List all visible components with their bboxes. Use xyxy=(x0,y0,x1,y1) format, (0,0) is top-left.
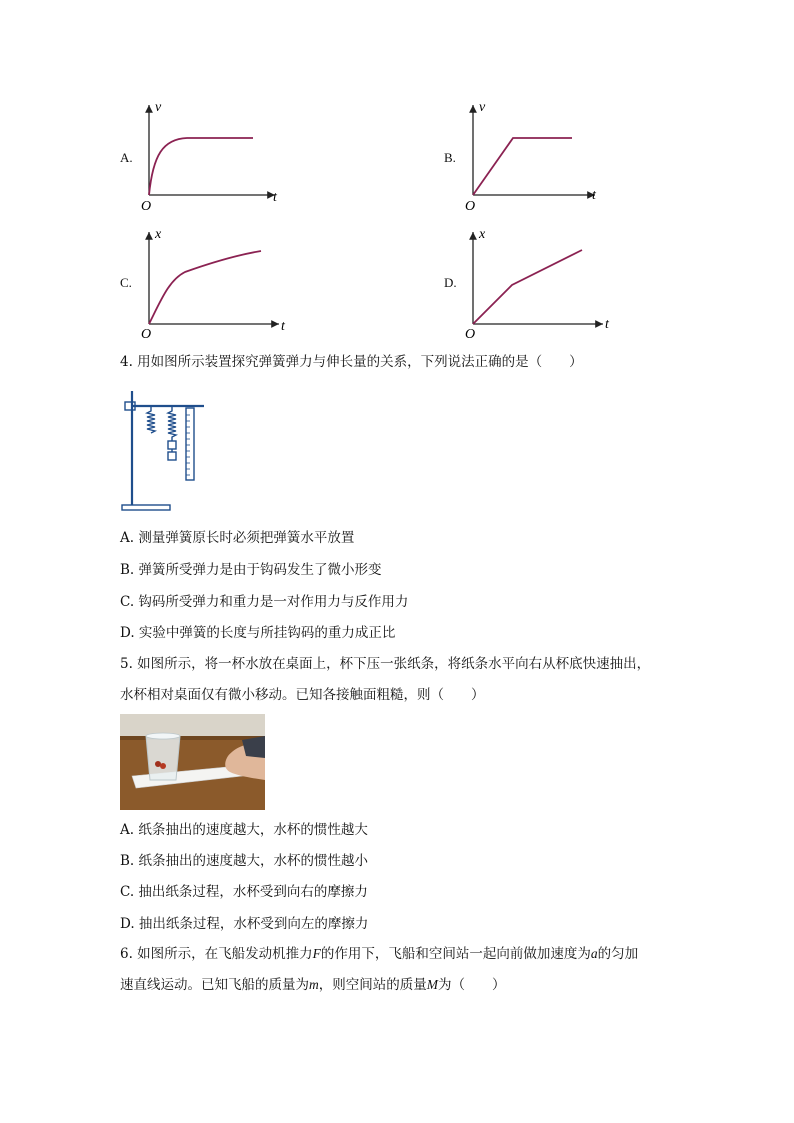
photo-wall xyxy=(120,714,265,736)
photo-glass xyxy=(146,736,180,780)
q6-text-2b: ，则空间站的质量 xyxy=(318,977,427,993)
option-d-letter: D. xyxy=(444,275,457,290)
q6-text-2c: 为（ ） xyxy=(438,977,506,993)
graph-a xyxy=(135,95,295,220)
q4-stem: 4. 用如图所示装置探究弹簧弹力与伸长量的关系，下列说法正确的是（ ） xyxy=(120,354,583,370)
q6-var-m: m xyxy=(309,977,319,992)
q5-option-c: C. 抽出纸条过程，水杯受到向右的摩擦力 xyxy=(120,884,368,900)
q6-text-1b: 的作用下，飞船和空间站一起向前做加速度为 xyxy=(320,946,591,962)
cup-paper-photo xyxy=(120,714,265,810)
q6-var-M: M xyxy=(426,977,438,992)
q5-stem-line-1: 5. 如图所示，将一杯水放在桌面上，杯下压一张纸条，将纸条水平向右从杯底快速抽出， xyxy=(120,656,651,672)
q6-text-1c: 的匀加 xyxy=(597,946,639,962)
spring-apparatus-figure xyxy=(118,385,210,513)
graph-d-y-label: x xyxy=(479,227,486,242)
graph-b xyxy=(459,95,619,220)
q4-option-d: D. 实验中弹簧的长度与所挂钩码的重力成正比 xyxy=(120,625,396,641)
graph-c xyxy=(135,222,295,347)
q5-stem-line-2: 水杯相对桌面仅有微小移动。已知各接触面粗糙，则（ ） xyxy=(120,687,485,703)
q5-option-b: B. 纸条抽出的速度越大，水杯的惯性越小 xyxy=(120,853,369,869)
graph-a-origin: O xyxy=(141,199,152,214)
q6-stem-line-2 xyxy=(120,975,506,995)
graph-a-curve xyxy=(149,138,253,195)
graph-a-y-label: v xyxy=(155,100,162,115)
graph-c-curve xyxy=(149,251,261,324)
option-c-letter: C. xyxy=(120,275,132,290)
graph-b-curve xyxy=(473,138,572,195)
spring-unloaded xyxy=(147,407,155,433)
q6-var-F: F xyxy=(312,946,321,961)
q6-text-2a: 速直线运动。已知飞船的质量为 xyxy=(120,977,309,993)
graph-d-curve xyxy=(473,250,582,324)
q6-text-1a: 6. 如图所示，在飞船发动机推力 xyxy=(120,946,313,962)
graph-c-y-label: x xyxy=(155,227,162,242)
weight-1 xyxy=(168,441,176,449)
q4-option-c: C. 钩码所受弹力和重力是一对作用力与反作用力 xyxy=(120,594,409,610)
stand-base xyxy=(122,505,170,510)
graph-d-origin: O xyxy=(465,327,476,342)
q4-option-a: A. 测量弹簧原长时必须把弹簧水平放置 xyxy=(120,530,355,546)
q6-stem-line-1 xyxy=(120,944,638,964)
graph-c-x-label: t xyxy=(281,319,285,334)
graph-d xyxy=(459,222,619,347)
graph-b-y-label: v xyxy=(479,100,486,115)
q6-var-a: a xyxy=(590,946,598,961)
graph-c-origin: O xyxy=(141,327,152,342)
option-a-letter: A. xyxy=(120,150,133,165)
graph-a-x-label: t xyxy=(273,190,277,205)
graph-d-x-label: t xyxy=(605,317,609,332)
option-b-letter: B. xyxy=(444,150,456,165)
q5-option-a: A. 纸条抽出的速度越大，水杯的惯性越大 xyxy=(120,822,368,838)
graph-b-x-label: t xyxy=(592,188,596,203)
q4-option-b: B. 弹簧所受弹力是由于钩码发生了微小形变 xyxy=(120,562,382,578)
weight-2 xyxy=(168,452,176,460)
spring-loaded xyxy=(168,407,176,441)
graph-b-origin: O xyxy=(465,199,476,214)
q5-option-d: D. 抽出纸条过程，水杯受到向左的摩擦力 xyxy=(120,916,369,932)
